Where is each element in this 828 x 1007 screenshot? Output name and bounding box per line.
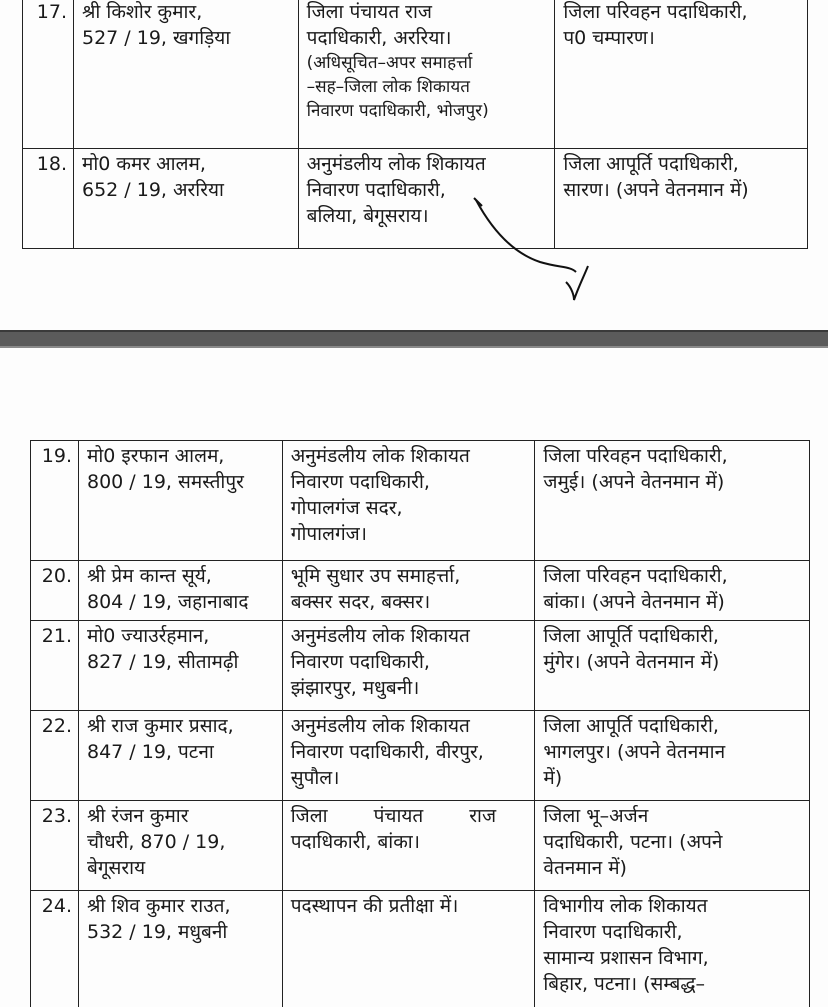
officer-cell bbox=[78, 711, 282, 801]
officer-cell bbox=[73, 0, 298, 149]
new-posting-cell bbox=[535, 891, 810, 1007]
text-line: विभागीय लोक शिकायत bbox=[543, 895, 708, 917]
page-divider bbox=[0, 330, 828, 348]
table-row bbox=[31, 441, 810, 561]
officer-id: 527 / 19, खगड़िया bbox=[81, 27, 231, 49]
text-line: बक्सर सदर, बक्सर। bbox=[290, 591, 431, 613]
text-line: जिला आपूर्ति पदाधिकारी, bbox=[543, 715, 719, 737]
table-row bbox=[23, 0, 808, 149]
text-line: सारण। (अपने वेतनमान में) bbox=[563, 179, 749, 201]
text-line: मुंगेर। (अपने वेतनमान में) bbox=[543, 651, 720, 673]
text-line: निवारण पदाधिकारी, bbox=[543, 921, 683, 943]
officer-id: 800 / 19, समस्तीपुर bbox=[86, 471, 244, 493]
text-line: अनुमंडलीय लोक शिकायत bbox=[306, 153, 486, 175]
current-posting-cell bbox=[298, 0, 555, 149]
officer-name: मो0 ज्याउर्रहमान, bbox=[86, 625, 210, 647]
officer-name: मो0 कमर आलम, bbox=[81, 153, 206, 175]
text-line: पदस्थापन की प्रतीक्षा में। bbox=[290, 895, 459, 917]
new-posting-cell bbox=[535, 801, 810, 891]
table-row bbox=[31, 711, 810, 801]
text-line: पदाधिकारी, पटना। (अपने bbox=[543, 831, 723, 853]
text-line: अनुमंडलीय लोक शिकायत bbox=[290, 445, 470, 467]
text-line: बिहार, पटना। (सम्बद्ध– bbox=[543, 973, 706, 995]
note-line: (अधिसूचित–अपर समाहर्त्ता bbox=[306, 53, 473, 73]
officer-name: मो0 इरफान आलम, bbox=[86, 445, 225, 467]
current-posting-cell bbox=[282, 711, 535, 801]
serial-number: 19. bbox=[31, 441, 79, 561]
text-line: भूमि सुधार उप समाहर्त्ता, bbox=[290, 565, 461, 587]
officer-id: 532 / 19, मधुबनी bbox=[86, 921, 228, 943]
officer-name: श्री शिव कुमार राउत, bbox=[86, 895, 231, 917]
text-line: गोपालगंज सदर, bbox=[290, 497, 403, 519]
current-posting-cell bbox=[282, 561, 535, 621]
text-line: निवारण पदाधिकारी, bbox=[290, 471, 430, 493]
new-posting-cell bbox=[555, 0, 808, 149]
page-bottom bbox=[0, 348, 828, 1007]
text-line: पदाधिकारी, बांका। bbox=[290, 831, 420, 853]
serial-number: 24. bbox=[31, 891, 79, 1007]
text-line: निवारण पदाधिकारी, वीरपुर, bbox=[290, 741, 484, 763]
officer-cell bbox=[78, 621, 282, 711]
table-row bbox=[31, 891, 810, 1007]
current-posting-cell bbox=[282, 891, 535, 1007]
posting-table-top bbox=[22, 0, 808, 249]
text-line: निवारण पदाधिकारी, bbox=[306, 179, 446, 201]
officer-id: 847 / 19, पटना bbox=[86, 741, 214, 763]
text-line: गोपालगंज। bbox=[290, 523, 367, 545]
new-posting-cell bbox=[535, 441, 810, 561]
serial-number: 20. bbox=[31, 561, 79, 621]
text-line: प0 चम्पारण। bbox=[563, 27, 655, 49]
table-row bbox=[23, 149, 808, 249]
officer-cell bbox=[78, 891, 282, 1007]
text-line: वेतनमान में) bbox=[543, 857, 627, 879]
handwritten-tick-mark bbox=[470, 196, 600, 316]
text-line: जिला आपूर्ति पदाधिकारी, bbox=[543, 625, 719, 647]
officer-name: श्री किशोर कुमार, bbox=[81, 1, 203, 23]
page-top bbox=[0, 0, 828, 330]
serial-number: 22. bbox=[31, 711, 79, 801]
posting-table-bottom bbox=[30, 440, 810, 1007]
text-line: अनुमंडलीय लोक शिकायत bbox=[290, 715, 470, 737]
officer-cell bbox=[78, 801, 282, 891]
officer-cell bbox=[73, 149, 298, 249]
text-line: जिला आपूर्ति पदाधिकारी, bbox=[563, 153, 739, 175]
text-line: सामान्य प्रशासन विभाग, bbox=[543, 947, 709, 969]
text-line: बलिया, बेगूसराय। bbox=[306, 205, 429, 227]
text-line: जिला भू–अर्जन bbox=[543, 805, 649, 827]
text-line: जिला परिवहन पदाधिकारी, bbox=[563, 1, 748, 23]
officer-district: बेगूसराय bbox=[86, 857, 146, 879]
officer-cell bbox=[78, 441, 282, 561]
text-line: सुपौल। bbox=[290, 767, 340, 789]
text-line: में) bbox=[543, 767, 563, 789]
new-posting-cell bbox=[535, 561, 810, 621]
serial-number: 21. bbox=[31, 621, 79, 711]
note-line: निवारण पदाधिकारी, भोजपुर) bbox=[306, 101, 489, 121]
officer-id: 827 / 19, सीतामढ़ी bbox=[86, 651, 239, 673]
text-line: झंझारपुर, मधुबनी। bbox=[290, 677, 420, 699]
officer-id: 804 / 19, जहानाबाद bbox=[86, 591, 249, 613]
current-posting-cell bbox=[282, 801, 535, 891]
officer-name: श्री प्रेम कान्त सूर्य, bbox=[86, 565, 212, 587]
serial-number: 17. bbox=[23, 0, 74, 149]
new-posting-cell bbox=[535, 711, 810, 801]
text-line: पदाधिकारी, अररिया। bbox=[306, 27, 452, 49]
current-posting-cell bbox=[282, 441, 535, 561]
text-line: भागलपुर। (अपने वेतनमान bbox=[543, 741, 726, 763]
text-line: जमुई। (अपने वेतनमान में) bbox=[543, 471, 725, 493]
current-posting-cell bbox=[282, 621, 535, 711]
serial-number: 23. bbox=[31, 801, 79, 891]
text-line: अनुमंडलीय लोक शिकायत bbox=[290, 625, 470, 647]
serial-number: 18. bbox=[23, 149, 74, 249]
text-line: जिला पंचायत राज bbox=[290, 805, 497, 827]
text-line: निवारण पदाधिकारी, bbox=[290, 651, 430, 673]
text-line: जिला परिवहन पदाधिकारी, bbox=[543, 445, 728, 467]
table-row bbox=[31, 801, 810, 891]
officer-id: चौधरी, 870 / 19, bbox=[86, 831, 226, 853]
officer-name: श्री रंजन कुमार bbox=[86, 805, 189, 827]
text-line: जिला परिवहन पदाधिकारी, bbox=[543, 565, 728, 587]
officer-cell bbox=[78, 561, 282, 621]
text-line: बांका। (अपने वेतनमान में) bbox=[543, 591, 725, 613]
note-line: –सह–जिला लोक शिकायत bbox=[306, 77, 470, 97]
new-posting-cell bbox=[535, 621, 810, 711]
officer-id: 652 / 19, अररिया bbox=[81, 179, 224, 201]
officer-name: श्री राज कुमार प्रसाद, bbox=[86, 715, 234, 737]
table-row bbox=[31, 561, 810, 621]
text-line: जिला पंचायत राज bbox=[306, 1, 432, 23]
table-row bbox=[31, 621, 810, 711]
